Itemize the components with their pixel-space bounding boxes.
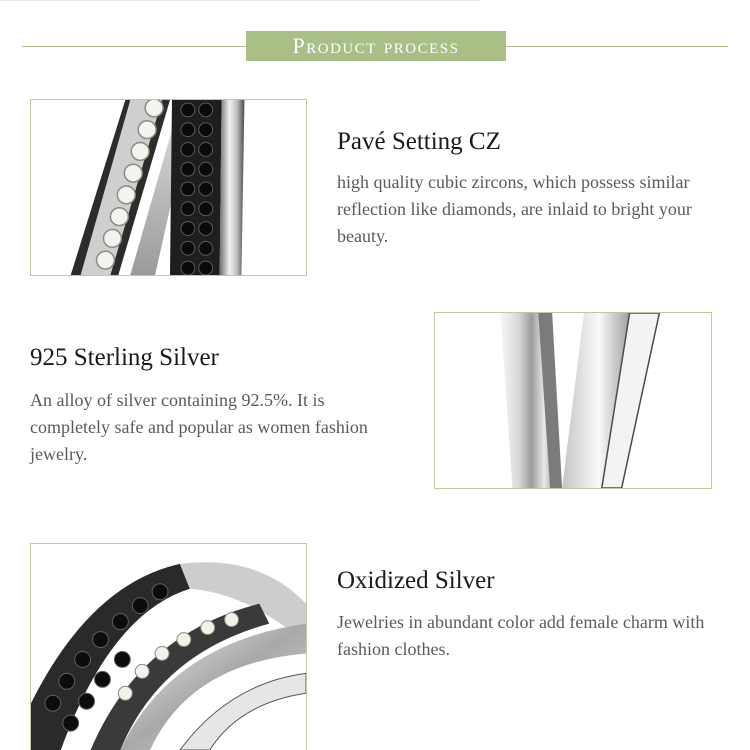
section-title: Product process xyxy=(246,31,506,61)
feature-title-sterling-silver: 925 Sterling Silver xyxy=(30,344,219,371)
header-rule-left xyxy=(22,46,246,47)
feature-title-oxidized-silver: Oxidized Silver xyxy=(337,567,495,594)
header-rule-right xyxy=(506,46,728,47)
feature-description-sterling-silver: An alloy of silver containing 92.5%. It is completely safe and popular as women fashion jewelry. xyxy=(30,390,368,464)
ring-closeup-oxidized-image xyxy=(31,544,306,750)
product-photo-sterling-silver xyxy=(434,312,712,489)
product-photo-oxidized-silver xyxy=(30,543,307,750)
product-photo-pave-setting xyxy=(30,99,307,276)
ring-closeup-pave-image xyxy=(31,100,306,275)
top-divider xyxy=(0,0,480,1)
feature-description-oxidized-silver: Jewelries in abundant color add female charm with fashion clothes. xyxy=(337,612,705,659)
ring-closeup-silver-image xyxy=(435,313,711,488)
feature-title-pave-setting: Pavé Setting CZ xyxy=(337,128,501,155)
feature-description-pave-setting: high quality cubic zircons, which possess similar reflection like diamonds, are inlaid to bright your beauty. xyxy=(337,172,692,246)
